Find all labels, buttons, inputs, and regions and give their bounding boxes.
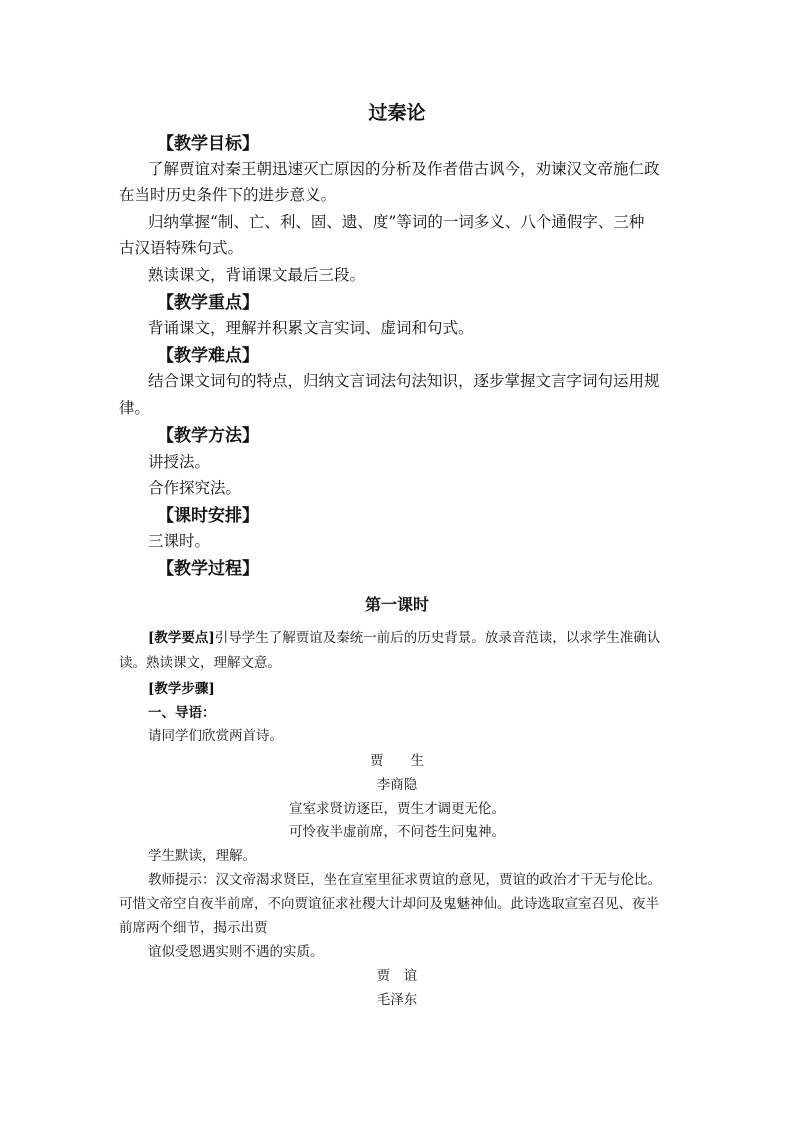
page-title: 过秦论 [368, 102, 426, 124]
objectives-line-2: 在当时历史条件下的进步意义。 [119, 186, 337, 204]
intro-line: 请同学们欣赏两首诗。 [148, 728, 283, 744]
methods-line-2: 合作探究法。 [148, 479, 242, 497]
hint-line-4: 谊似受恩遇实则不遇的实质。 [148, 944, 324, 960]
difficulties-line-1: 结合课文词句的特点，归纳文言词法句法知识，逐步掌握文言字词句运用规 [148, 372, 660, 390]
lesson-key-line-1 [148, 626, 660, 646]
hint-line-1: 教师提示：汉文帝渴求贤臣，坐在宣室里征求贾谊的意见，贾谊的政治才干无与伦比。 [148, 872, 661, 888]
objectives-line-4: 古汉语特殊句式。 [119, 239, 244, 257]
poem-1-author: 李商隐 [376, 777, 418, 793]
poem-1-line-1: 宣室求贤访逐臣，贾生才调更无伦。 [289, 801, 505, 817]
heading-difficulties: 【教学难点】 [157, 346, 259, 366]
key-points-line: 背诵课文，理解并积累文言实词、虚词和句式。 [148, 319, 474, 337]
heading-schedule: 【课时安排】 [157, 506, 259, 526]
heading-process: 【教学过程】 [157, 559, 259, 579]
objectives-line-5: 熟读课文，背诵课文最后三段。 [148, 266, 366, 284]
poem-2-title: 贾 谊 [376, 968, 418, 984]
poem-2-author: 毛泽东 [376, 992, 418, 1008]
hint-line-3: 前席两个细节，揭示出贾 [119, 920, 268, 936]
lesson-title: 第一课时 [364, 595, 429, 614]
poem-1-line-2: 可怜夜半虚前席，不问苍生问鬼神。 [289, 824, 505, 840]
schedule-line: 三课时。 [148, 532, 211, 550]
methods-line-1: 讲授法。 [148, 453, 211, 471]
lesson-key-line-2: 读。熟读课文，理解文意。 [119, 655, 281, 671]
heading-methods: 【教学方法】 [157, 426, 259, 446]
difficulties-line-2: 律。 [119, 399, 151, 417]
heading-key-points: 【教学重点】 [157, 293, 259, 313]
step-1-heading: 一、导语： [148, 705, 216, 721]
read-line: 学生默读，理解。 [148, 848, 256, 864]
lesson-key-label: [教学要点] [148, 630, 215, 646]
lesson-key-text: 引导学生了解贾谊及秦统一前后的历史背景。放录音范读，以求学生准确认 [214, 630, 661, 646]
poem-1-title: 贾 生 [370, 753, 424, 769]
steps-label: [教学步骤] [148, 681, 215, 697]
objectives-line-3: 归纳掌握“制、亡、利、固、遗、度”等词的一词多义、八个通假字、三种 [148, 213, 645, 231]
hint-line-2: 可惜文帝空自夜半前席，不向贾谊征求社稷大计却问及鬼魅神仙。此诗选取宣室召见、夜半 [119, 896, 659, 912]
heading-objectives: 【教学目标】 [157, 134, 259, 154]
objectives-line-1: 了解贾谊对秦王朝迅速灭亡原因的分析及作者借古讽今，劝谏汉文帝施仁政 [148, 160, 660, 178]
